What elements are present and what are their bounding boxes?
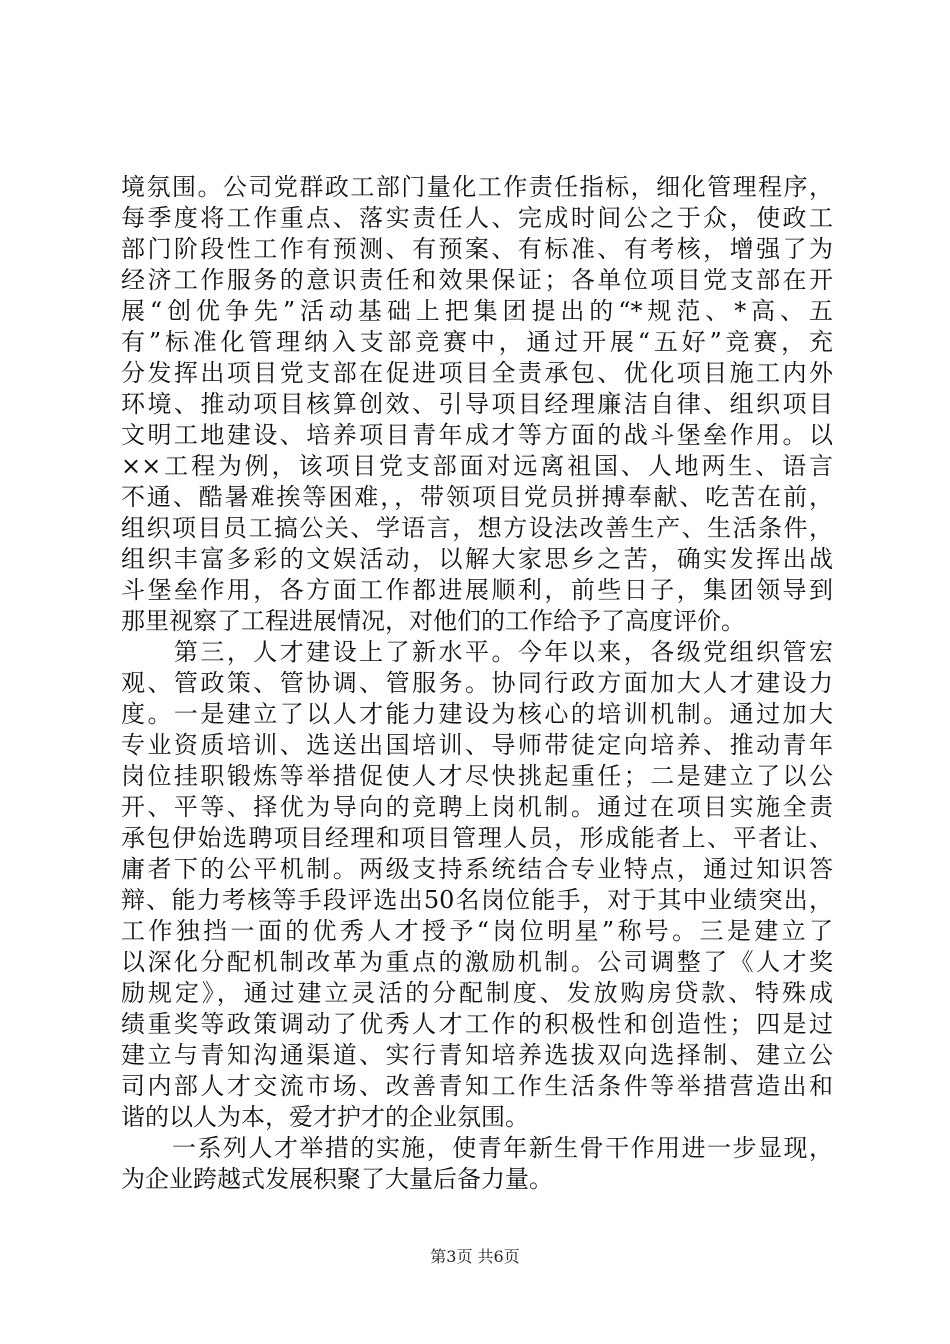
text-line: 为企业跨越式发展积聚了大量后备力量。 [121, 1165, 553, 1193]
text-line: ××工程为例，该项目党支部面对远离祖国、人地两生、语言 [121, 452, 833, 480]
text-line: 承包伊始选聘项目经理和项目管理人员，形成能者上、平者让、 [121, 824, 833, 852]
text-line: 工作独挡一面的优秀人才授予“岗位明星”称号。三是建立了 [121, 917, 833, 945]
text-line: 开、平等、择优为导向的竞聘上岗机制。通过在项目实施全责 [121, 793, 833, 821]
text-line: 分发挥出项目党支部在促进项目全责承包、优化项目施工内外 [121, 359, 833, 387]
text-line: 绩重奖等政策调动了优秀人才工作的积极性和创造性；四是过 [121, 1010, 833, 1038]
text-line: 展“创优争先”活动基础上把集团提出的“*规范、*高、五 [121, 297, 833, 325]
text-line: 一系列人才举措的实施，使青年新生骨干作用进一步显现， [121, 1134, 833, 1162]
text-line: 第三，人才建设上了新水平。今年以来，各级党组织管宏 [121, 638, 833, 666]
text-line: 庸者下的公平机制。两级支持系统结合专业特点，通过知识答 [121, 855, 833, 883]
text-line: 谐的以人为本，爱才护才的企业氛围。 [121, 1103, 529, 1131]
text-line: 文明工地建设、培养项目青年成才等方面的战斗堡垒作用。以 [121, 421, 833, 449]
text-line: 度。一是建立了以人才能力建设为核心的培训机制。通过加大 [121, 700, 833, 728]
text-line: 斗堡垒作用，各方面工作都进展顺利，前些日子，集团领导到 [121, 576, 833, 604]
text-line: 专业资质培训、选送出国培训、导师带徒定向培养、推动青年 [121, 731, 833, 759]
text-line: 组织丰富多彩的文娱活动，以解大家思乡之苦，确实发挥出战 [121, 545, 833, 573]
text-line: 境氛围。公司党群政工部门量化工作责任指标，细化管理程序， [121, 173, 833, 201]
text-line: 建立与青知沟通渠道、实行青知培养选拔双向选择制、建立公 [121, 1041, 833, 1069]
text-line: 环境、推动项目核算创效、引导项目经理廉洁自律、组织项目 [121, 390, 833, 418]
body-text [121, 172, 833, 1195]
text-line: 不通、酷暑难挨等困难，，带领项目党员拼搏奉献、吃苦在前， [121, 483, 833, 511]
text-line: 那里视察了工程进展情况，对他们的工作给予了高度评价。 [121, 607, 745, 635]
text-line: 司内部人才交流市场、改善青知工作生活条件等举措营造出和 [121, 1072, 833, 1100]
page-footer: 第3页 共6页 [430, 1247, 520, 1266]
text-line: 有”标准化管理纳入支部竞赛中，通过开展“五好”竞赛，充 [121, 328, 833, 356]
text-line: 励规定》，通过建立灵活的分配制度、发放购房贷款、特殊成 [121, 979, 833, 1007]
text-line: 每季度将工作重点、落实责任人、完成时间公之于众，使政工 [121, 204, 833, 232]
text-line: 以深化分配机制改革为重点的激励机制。公司调整了《人才奖 [121, 948, 833, 976]
text-line: 部门阶段性工作有预测、有预案、有标准、有考核，增强了为 [121, 235, 833, 263]
text-line: 岗位挂职锻炼等举措促使人才尽快挑起重任；二是建立了以公 [121, 762, 833, 790]
text-line: 观、管政策、管协调、管服务。协同行政方面加大人才建设力 [121, 669, 833, 697]
text-line: 经济工作服务的意识责任和效果保证；各单位项目党支部在开 [121, 266, 833, 294]
text-line: 组织项目员工搞公关、学语言，想方设法改善生产、生活条件， [121, 514, 833, 542]
text-line: 辩、能力考核等手段评选出50名岗位能手，对于其中业绩突出， [121, 886, 833, 914]
